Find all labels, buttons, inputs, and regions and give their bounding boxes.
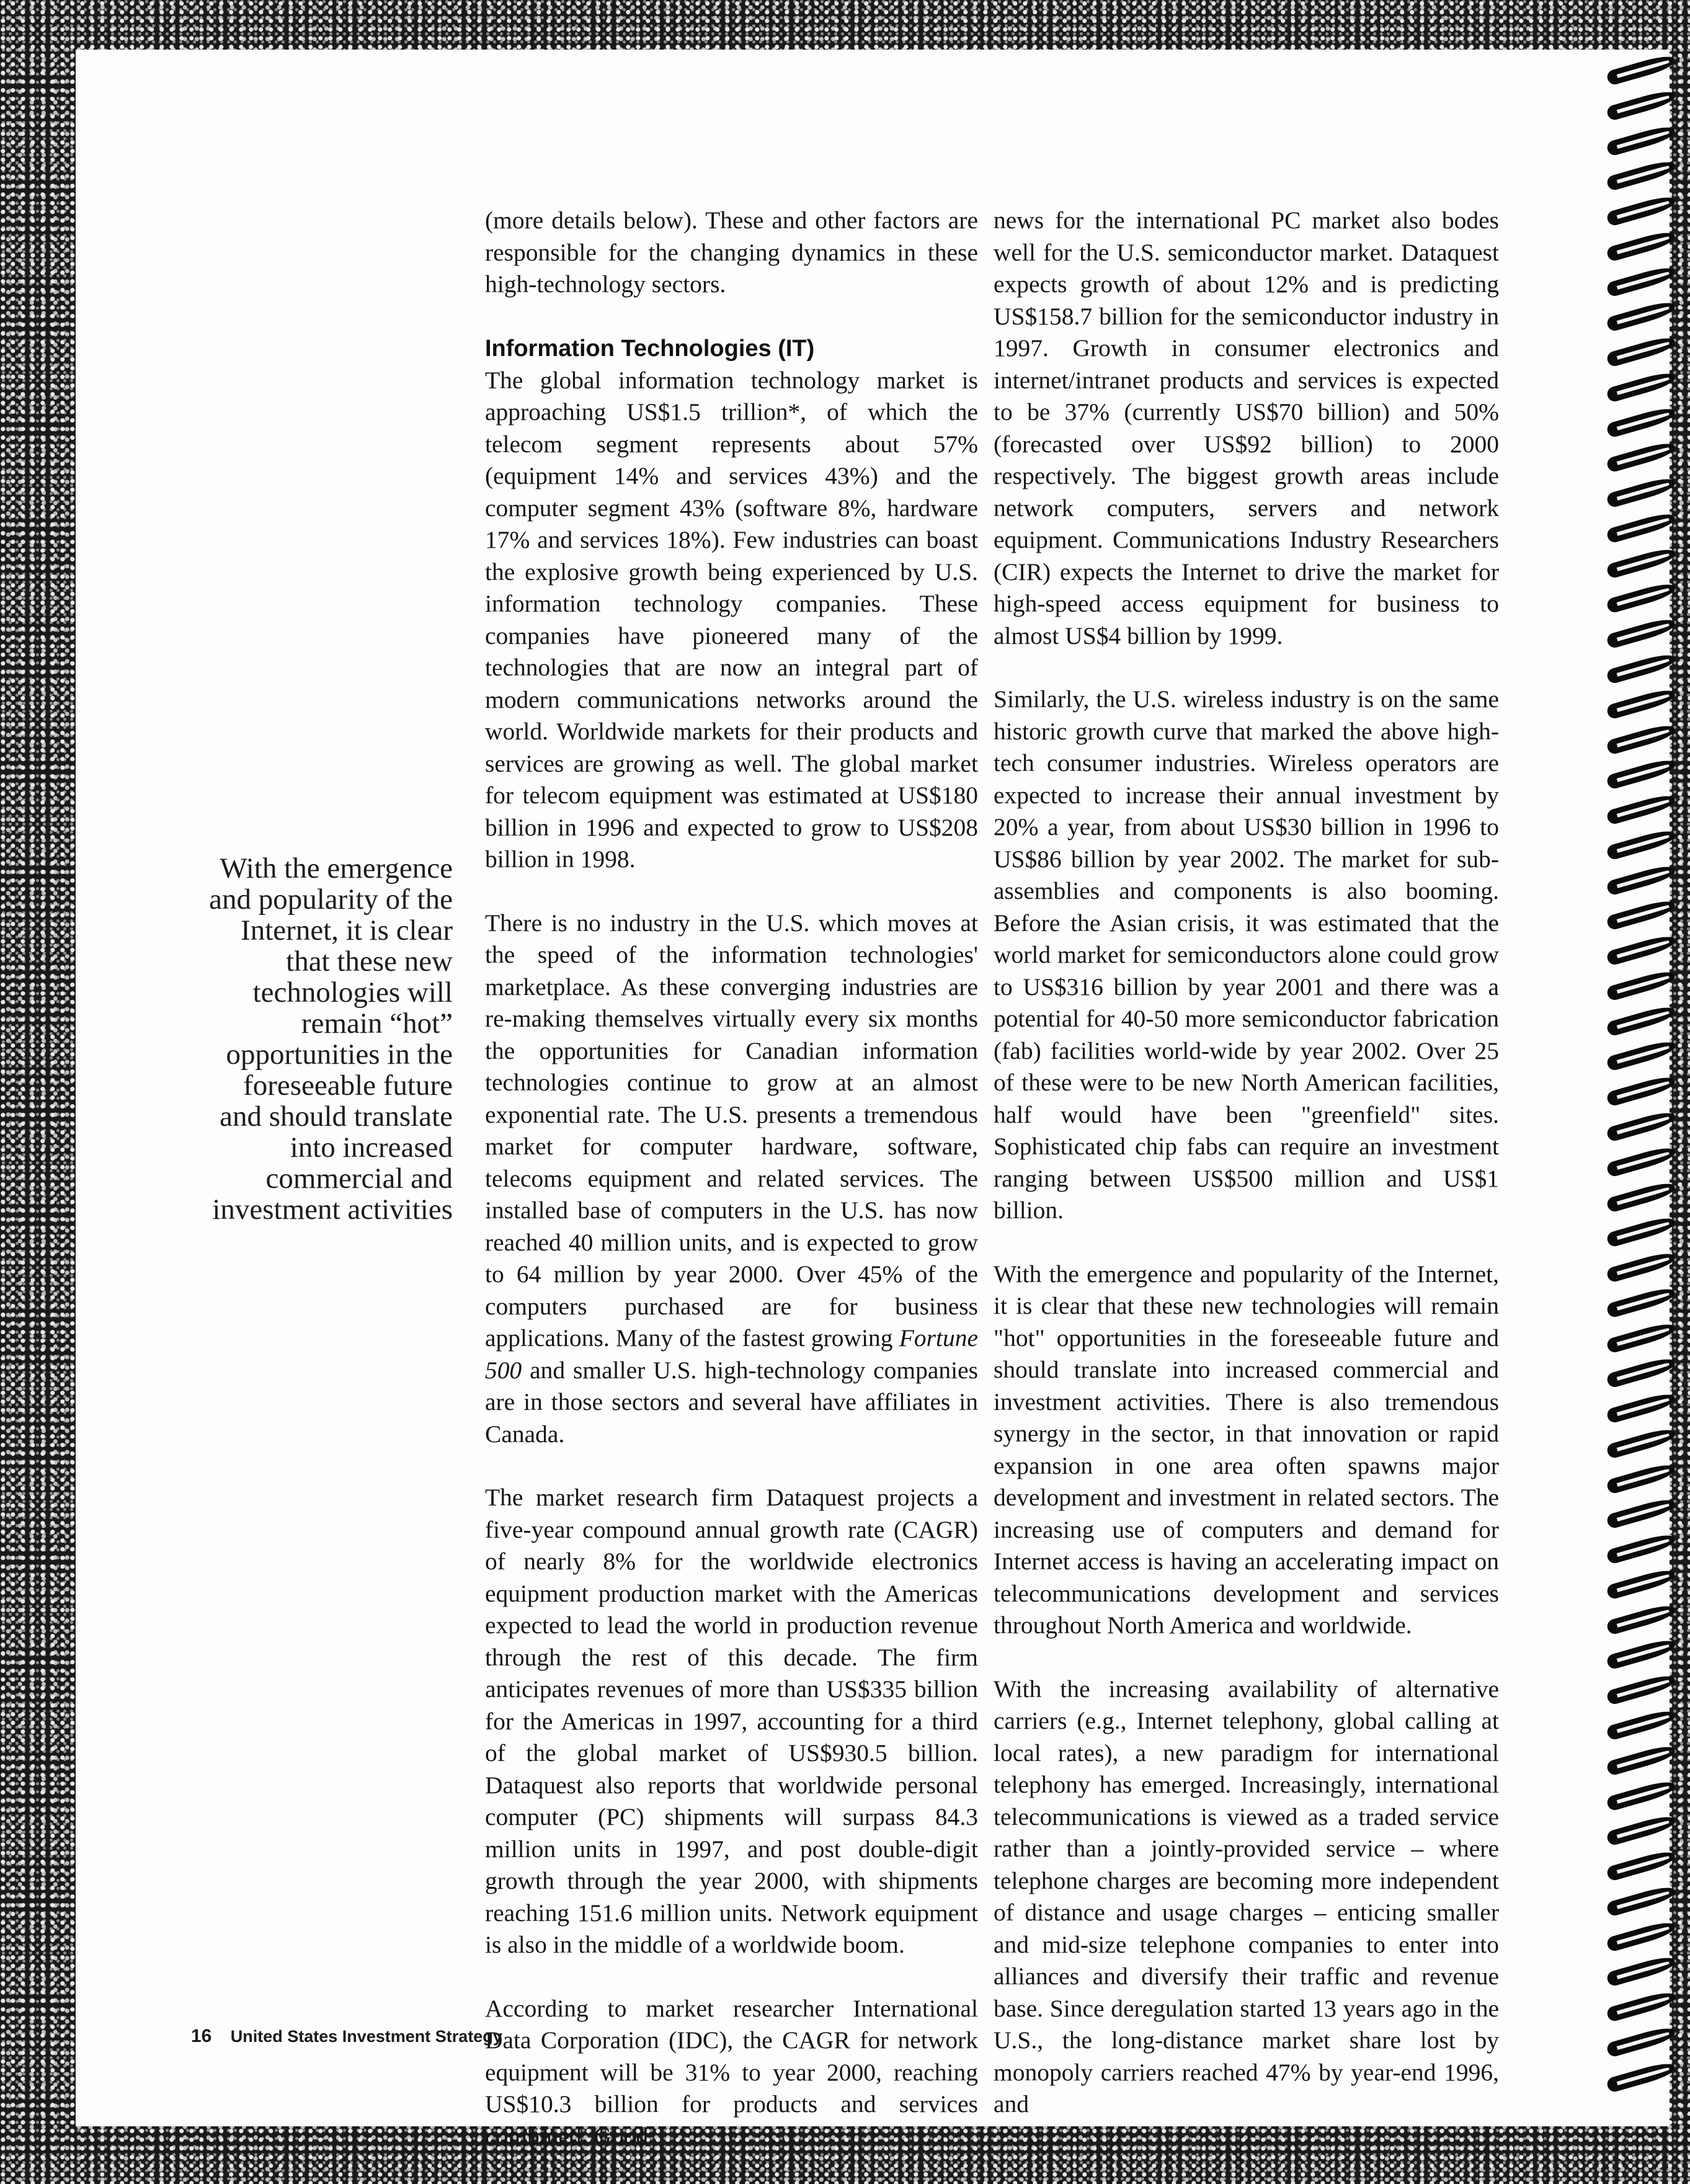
publication-title: Fortune 500: [485, 1324, 978, 1384]
binding-ring: [1606, 898, 1676, 931]
binding-ring: [1606, 616, 1676, 649]
binding-ring: [1606, 1989, 1676, 2023]
binding-ring: [1606, 1708, 1676, 1741]
binding-ring: [1606, 1004, 1676, 1037]
binding-ring: [1606, 1285, 1676, 1319]
binding-ring: [1606, 792, 1676, 826]
binding-ring: [1606, 1672, 1676, 1706]
pull-quote: With the emergence and popularity of the Internet, it is clear that these new technologies will remain “hot” opportunities in the foreseeable future and should translate into increased commercial and investment activities: [209, 852, 453, 1226]
binding-ring: [1606, 1144, 1676, 1178]
main-text-column-right: [994, 205, 1499, 2152]
binding-ring: [1606, 1038, 1676, 1072]
paragraph: According to market researcher International Data Corporation (IDC), the CAGR for network equipment will be 31% to year 2000, reaching US$10.3 billion for products and services combined. Good: [485, 1994, 978, 2150]
footer-title: United States Investment Strategy: [230, 2027, 502, 2046]
paragraph: Similarly, the U.S. wireless industry is on the same historic growth curve that marked the above high-tech consumer industries. Wireless operators are expected to increase their annual investment by 20% a year, from about US$30 billion in 1996 to US$86 billion by year 2002. The market for sub-assemblies and components is also booming. Before the Asian crisis, it was estimated that the world market for semiconductors alone could grow to US$316 billion by year 2001 and there was a potential for 40-50 more semiconductor fabrication (fab) facilities world-wide by year 2002. Over 25 of these were to be new North American facilities, half would have been "greenfield" sites. Sophisticated chip fabs can require an investment ranging between US$500 million and US$1 billion.: [994, 685, 1499, 1224]
binding-ring: [1606, 1215, 1676, 1248]
binding-ring: [1606, 510, 1676, 544]
binding-ring: [1606, 158, 1676, 192]
binding-ring: [1606, 123, 1676, 157]
page-number: 16: [191, 2026, 212, 2046]
paragraph: news for the international PC market also bodes well for the U.S. semiconductor market. Dataquest expects growth of about 12% and is predicting US$158.7 billion for the semiconductor industry in 1997. Growth in consumer electronics and internet/intranet products and services is expected to be 37% (currently US$70 billion) and 50% (forecasted over US$92 billion) to 2000 respectively. The biggest growth areas include network computers, servers and network equipment. Communications Industry Researchers (CIR) expects the Internet to drive the market for high-speed access equipment for business to almost US$4 billion by 1999.: [994, 207, 1499, 649]
page-footer: [191, 2026, 502, 2047]
paragraph: [485, 907, 978, 1451]
binding-ring: [1606, 229, 1676, 262]
binding-ring: [1606, 1567, 1676, 1600]
binding-ring: [1606, 475, 1676, 509]
binding-ring: [1606, 1461, 1676, 1495]
binding-ring: [1606, 1180, 1676, 1213]
binding-ring: [1606, 827, 1676, 861]
binding-ring: [1606, 1743, 1676, 1776]
binding-ring: [1606, 194, 1676, 227]
binding-ring: [1606, 1250, 1676, 1283]
binding-ring: [1606, 546, 1676, 579]
binding-ring: [1606, 687, 1676, 720]
binding-ring: [1606, 1391, 1676, 1424]
binding-ring: [1606, 1496, 1676, 1530]
binding-ring: [1606, 334, 1676, 368]
binding-ring: [1606, 1813, 1676, 1847]
main-text-column-left: [485, 205, 978, 2184]
spiral-binding: [1600, 62, 1690, 2084]
binding-ring: [1606, 405, 1676, 439]
binding-ring: [1606, 370, 1676, 403]
binding-ring: [1606, 581, 1676, 615]
binding-ring: [1606, 1321, 1676, 1354]
binding-ring: [1606, 1637, 1676, 1670]
binding-ring: [1606, 1848, 1676, 1882]
binding-ring: [1606, 1954, 1676, 1987]
binding-ring: [1606, 722, 1676, 755]
paragraph: With the increasing availability of alternative carriers (e.g., Internet telephony, global calling at local rates), a new paradigm for international telephony has emerged. Increasingly, international telecommunications is viewed as a traded service rather than a jointly-provided service – where telephone charges are becoming more independent of distance and usage charges – enticing smaller and mid-size telephone companies to enter into alliances and diversify their traffic and revenue base. Since deregulation started 13 years ago in the U.S., the long-distance market share lost by monopoly carriers reached 47% by year-end 1996, and: [994, 1675, 1499, 2118]
binding-ring: [1606, 264, 1676, 298]
paragraph: (more details below). These and other factors are responsible for the changing dynamics in these high-technology sectors.: [485, 207, 978, 298]
binding-ring: [1606, 299, 1676, 332]
binding-ring: [1606, 1778, 1676, 1812]
binding-ring: [1606, 88, 1676, 122]
binding-ring: [1606, 651, 1676, 685]
binding-ring: [1606, 1074, 1676, 1107]
binding-ring: [1606, 1426, 1676, 1460]
section-heading: Information Technologies (IT): [485, 335, 815, 362]
binding-ring: [1606, 1531, 1676, 1565]
binding-ring: [1606, 440, 1676, 473]
binding-ring: [1606, 1355, 1676, 1389]
paragraph: With the emergence and popularity of the Internet, it is clear that these new technologies will remain "hot" opportunities in the foreseeable future and should translate into increased commercial and investment activities. There is also tremendous synergy in the sector, in that innovation or rapid expansion in one area often spawns major development and investment in related sectors. The increasing use of computers and demand for Internet access is having an accelerating impact on telecommunications development and services throughout North America and worldwide.: [994, 1260, 1499, 1639]
paragraph-text: There is no industry in the U.S. which moves at the speed of the information technologies' marketplace. As these converging industries are re-making themselves virtually every six months the opportunities for Canadian information technologies continue to grow at an almost exponential rate. The U.S. presents a tremendous market for computer hardware, software, telecoms equipment and related services. The installed base of computers in the U.S. has now reached 40 million units, and is expected to grow to 64 million by year 2000. Over 45% of the computers purchased are for business applications. Many of the fastest growing: [485, 909, 978, 1352]
binding-ring: [1606, 2025, 1676, 2058]
paragraph: The market research firm Dataquest projects a five-year compound annual growth rate (CAGR) of nearly 8% for the worldwide electronics equipment production market with the Americas expected to lead the world in production revenue through the rest of this decade. The firm anticipates revenues of more than US$335 billion for the Americas in 1997, accounting for a third of the global market of US$930.5 billion. Dataquest also reports that worldwide personal computer (PC) shipments will surpass 84.3 million units in 1997, and post double-digit growth through the year 2000, with shipments reaching 151.6 million units. Network equipment is also in the middle of a worldwide boom.: [485, 1484, 978, 1958]
binding-ring: [1606, 863, 1676, 896]
binding-ring: [1606, 1602, 1676, 1636]
binding-ring: [1606, 933, 1676, 966]
binding-ring: [1606, 1919, 1676, 1953]
binding-ring: [1606, 1884, 1676, 1917]
binding-ring: [1606, 757, 1676, 790]
binding-ring: [1606, 968, 1676, 1002]
paragraph: The global information technology market is approaching US$1.5 trillion*, of which the telecom segment represents about 57% (equipment 14% and services 43%) and the computer segment 43% (software 8%, hardware 17% and services 18%). Few industries can boast the explosive growth being experienced by U.S. information technology companies. These companies have pioneered many of the technologies that are now an integral part of modern communications networks around the world. Worldwide markets for their products and services are growing as well. The global market for telecom equipment was estimated at US$180 billion in 1996 and expected to grow to US$208 billion in 1998.: [485, 366, 978, 873]
paragraph-text: and smaller U.S. high-technology companies are in those sectors and several have affiliates in Canada.: [485, 1356, 978, 1448]
binding-ring: [1606, 1109, 1676, 1143]
